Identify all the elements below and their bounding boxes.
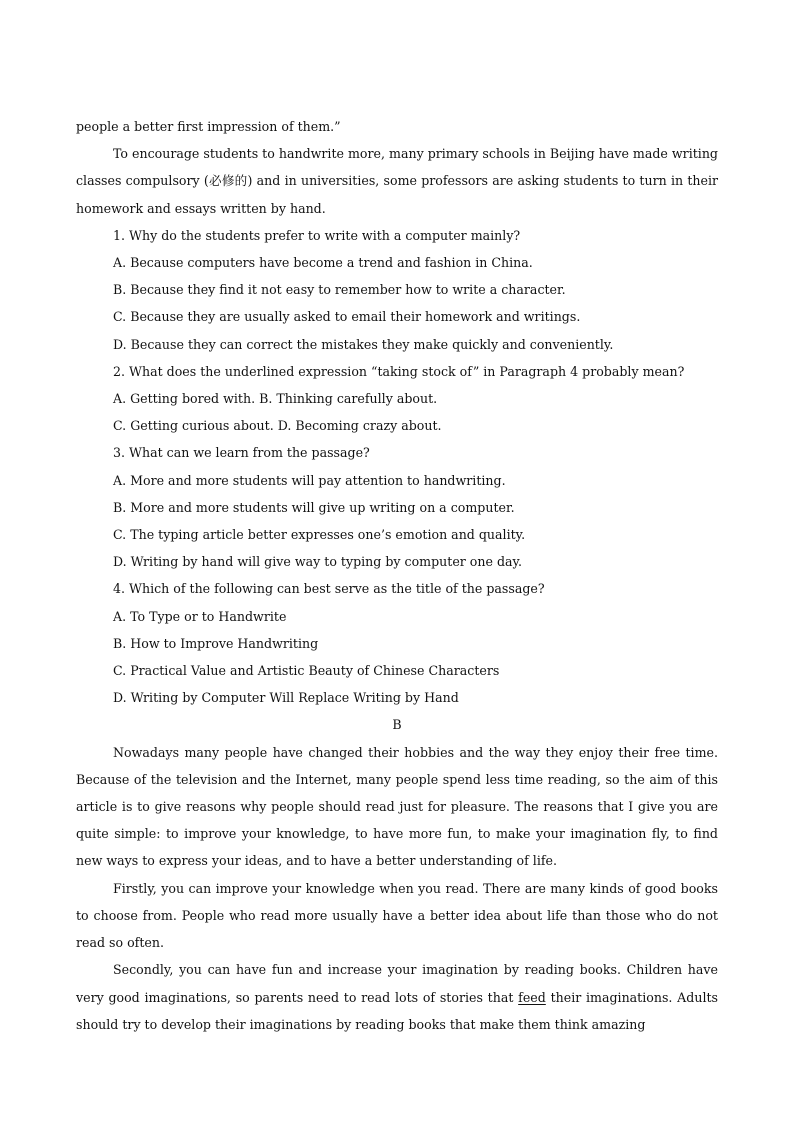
question-2-options-cd: C. Getting curious about. D. Becoming crazy about.: [113, 418, 442, 434]
passage-b-paragraph-2: Firstly, you can improve your knowledge when you read. There are many kinds of good books to choose from. People who read more usually have a better idea about life than those who do not read so often.: [76, 880, 718, 951]
passage-a-paragraph: To encourage students to handwrite more, many primary schools in Beijing have made writing classes compulsory (必修的) and in universities, some professors are asking students to turn in their homework and essays written by hand.: [76, 146, 718, 216]
question-1-stem: 1. Why do the students prefer to write with a computer mainly?: [113, 227, 521, 243]
paragraph-3-text-after: their imaginations. Adults should try to develop their imaginations by reading books that make them think amazing: [76, 989, 719, 1032]
passage-b-paragraph-3: [76, 956, 718, 1038]
question-3-option-d: D. Writing by hand will give way to typing by computer one day.: [113, 554, 522, 570]
question-1-option-c: C. Because they are usually asked to email their homework and writings.: [113, 309, 581, 325]
document-page: [76, 113, 718, 1038]
question-4-option-c: C. Practical Value and Artistic Beauty of Chinese Characters: [113, 663, 500, 679]
question-3-stem: 3. What can we learn from the passage?: [113, 445, 370, 461]
question-3-option-c: C. The typing article better expresses one’s emotion and quality.: [113, 527, 526, 543]
question-2-options-ab: A. Getting bored with. B. Thinking carefully about.: [113, 391, 438, 407]
passage-b-label: B: [392, 717, 402, 733]
question-1-option-a: A. Because computers have become a trend and fashion in China.: [113, 255, 533, 271]
question-4-option-a: A. To Type or to Handwrite: [113, 608, 287, 624]
question-3-option-a: A. More and more students will pay attention to handwriting.: [113, 472, 506, 488]
passage-a-continuation: people a better first impression of them.”: [76, 119, 341, 134]
question-1-option-b: B. Because they find it not easy to remember how to write a character.: [113, 282, 566, 298]
question-4-option-b: B. How to Improve Handwriting: [113, 635, 319, 651]
question-4-stem: 4. Which of the following can best serve as the title of the passage?: [113, 581, 545, 597]
question-2-stem: 2. What does the underlined expression “taking stock of” in Paragraph 4 probably mean?: [113, 363, 685, 379]
paragraph-3-text-before: Secondly, you can have fun and increase your imagination by reading books. Children have very good imaginations, so parents need to read lots of stories that: [76, 962, 718, 1005]
question-3-option-b: B. More and more students will give up writing on a computer.: [113, 499, 515, 515]
question-4-option-d: D. Writing by Computer Will Replace Writing by Hand: [113, 690, 459, 706]
underlined-word-feed: feed: [518, 989, 546, 1005]
passage-b-paragraph-1: Nowadays many people have changed their hobbies and the way they enjoy their free time. Because of the television and the Internet, many people spend less time reading, so the aim of this article is to give reasons why people should read just for pleasure. The reasons that I give you are quite simple: to improve your knowledge, to have more fun, to make your imagination fly, to find new ways to express your ideas, and to have a better understanding of life.: [76, 744, 718, 869]
question-1-option-d: D. Because they can correct the mistakes they make quickly and conveniently.: [113, 336, 614, 352]
